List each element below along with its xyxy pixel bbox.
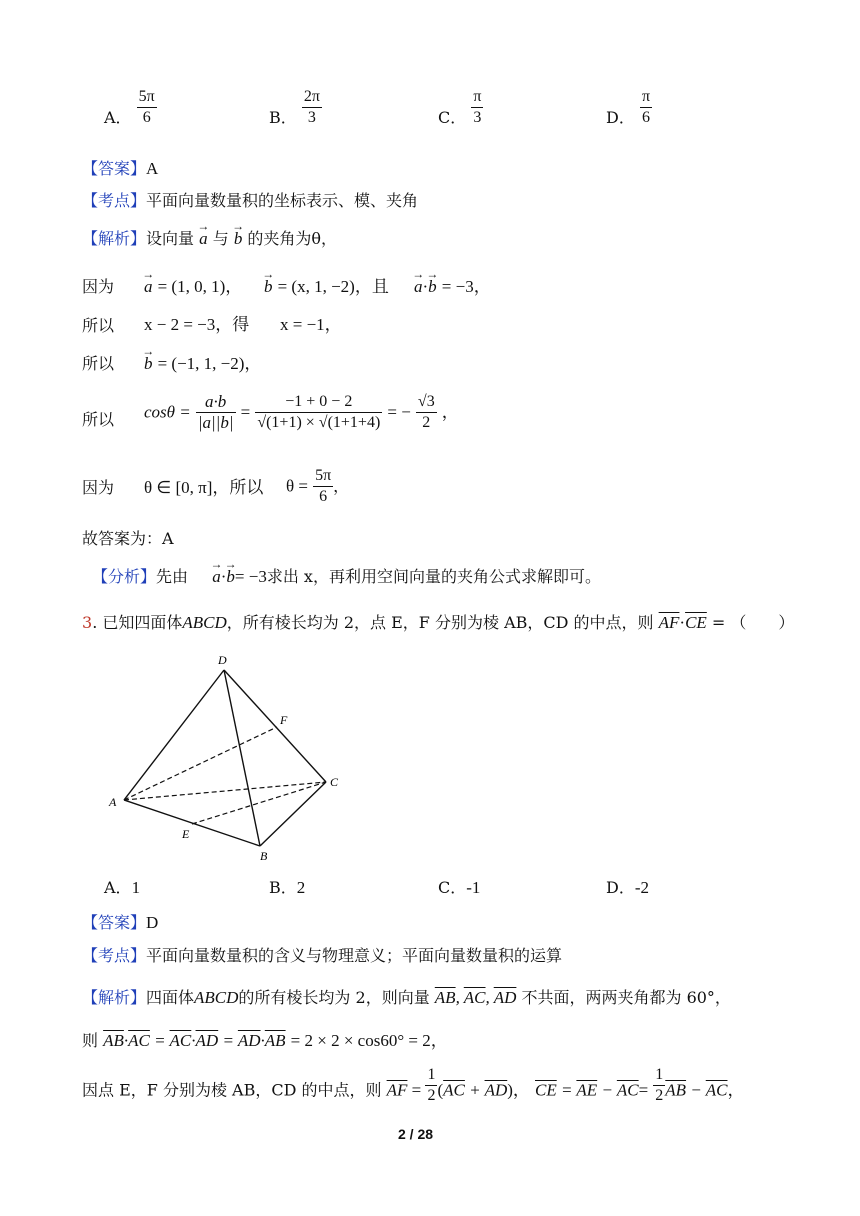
edge-ab xyxy=(124,800,260,846)
denominator: 6 xyxy=(313,486,333,507)
option-label: A． xyxy=(104,878,132,897)
text: 设向量 xyxy=(146,229,195,248)
option-label: B． xyxy=(269,878,297,897)
text: 与 xyxy=(212,229,229,248)
option-value: 2 xyxy=(296,878,306,897)
value: = (1, 0, 1)， xyxy=(157,277,243,296)
option-label: C． xyxy=(438,108,467,127)
range-text: θ ∈ [0, π]，所以 xyxy=(144,478,264,497)
q3-topic-line xyxy=(82,946,562,966)
option-label: A． xyxy=(104,108,132,127)
option-label: D． xyxy=(606,108,635,127)
so-label: 所以 xyxy=(82,354,115,373)
edge-db xyxy=(224,670,260,846)
option-label: B． xyxy=(269,108,297,127)
q3-analysis-line: 【解析】四面体ABCD的所有棱长均为 2，则向量 $\overline{AB}$, $\overline{AC}$, $\overline{AD}$ 不共面，两两夹角都为 60°， xyxy=(82,988,731,1007)
text: . 已知四面体 xyxy=(92,613,183,632)
answer-value: D xyxy=(146,913,159,932)
segment-ce xyxy=(192,782,326,824)
value: = 2 × 2 × cos60° = 2， xyxy=(290,1031,448,1050)
vector-b: → b xyxy=(144,354,153,374)
fraction-ab: $\frac{a\cdot b}{|a||b|}$ xyxy=(197,392,234,432)
page-number: 2 / 28 xyxy=(398,1126,434,1142)
q2-range-line xyxy=(82,478,114,498)
q3-answer-line xyxy=(82,913,158,933)
fraction xyxy=(471,87,483,128)
text: 先由 xyxy=(156,567,189,586)
numerator: 5π xyxy=(138,88,155,105)
numerator: −1 + 0 − 2 xyxy=(285,393,353,410)
text: 的所有棱长均为 2，则向量 xyxy=(238,988,430,1007)
tetrahedron-figure xyxy=(100,650,360,870)
fenxi-tag: 【分析】 xyxy=(92,567,157,586)
edge-dc xyxy=(224,670,326,782)
q3-stem: 3. 已知四面体ABCD，所有棱长均为 2，点 E，F 分别为棱 AB，CD 的中点，则 $\overline{AF}\cdot\overline{CE}$ = （ ） xyxy=(82,613,795,632)
vec-a-def xyxy=(144,277,242,297)
label-b: B xyxy=(260,849,268,863)
vector-a: → a xyxy=(414,277,423,297)
q3-line-3: 因点 E，F 分别为棱 AB，CD 的中点，则 $\overline{AF}$ = $\frac{1}{2}$ $(\overline{AC} + \overline{AD})$， $\overline{CE} = \overline{AE} - \overline{AC}=$ $\frac{1}{2}$ $\overline{AB} - \overline{AC}$， xyxy=(82,1066,745,1104)
text: 因点 E，F 分别为棱 AB，CD 的中点，则 xyxy=(82,1080,382,1100)
vector-b: → b xyxy=(226,567,235,587)
label-a: A xyxy=(109,795,117,809)
dot-def: → a·→ b = −3， xyxy=(414,277,491,297)
q3-option-c xyxy=(438,878,480,898)
fraction xyxy=(313,466,333,507)
numerator: √3 xyxy=(417,393,435,410)
theta-eq: θ = xyxy=(286,476,308,496)
option-value: -2 xyxy=(634,878,650,897)
fraction xyxy=(302,87,322,128)
option-value: -1 xyxy=(466,878,481,897)
text: 不共面，两两夹角都为 60°， xyxy=(521,988,731,1007)
paren: )， xyxy=(507,1080,530,1100)
q3-option-a xyxy=(104,878,140,898)
q2-so-line-1 xyxy=(82,316,114,336)
eq: = xyxy=(638,1080,649,1100)
denominator: 3 xyxy=(302,107,322,128)
label-d: D xyxy=(218,653,227,667)
q2-so-line-3 xyxy=(82,410,114,430)
cos-label: cosθ = xyxy=(144,402,191,422)
so-label: 所以 xyxy=(82,316,115,335)
answer-tag: 【答案】 xyxy=(82,913,147,932)
answer-value: A xyxy=(146,159,159,178)
comma: ， xyxy=(727,1080,745,1100)
text: 则 xyxy=(82,1031,99,1050)
option-label: D． xyxy=(606,878,635,897)
value: = −3 xyxy=(234,567,267,586)
label-c: C xyxy=(330,775,339,789)
so-label: 所以 xyxy=(82,410,115,429)
q2-fenxi-line: 【分析】先由 → a·→ b= −3求出 x，再利用空间向量的夹角公式求解即可。 xyxy=(92,567,601,587)
edge-da xyxy=(124,670,224,800)
q2-given-line xyxy=(82,277,114,297)
numerator: π xyxy=(641,88,651,105)
option-value: 1 xyxy=(131,878,141,897)
q2-so-line-2 xyxy=(82,354,114,374)
label-e: E xyxy=(182,827,190,841)
eq1 xyxy=(144,315,249,335)
equation: x − 2 = −3，得 xyxy=(144,315,250,334)
label-f: F xyxy=(280,713,288,727)
q3-option-b xyxy=(269,878,305,898)
topic-text: 平面向量数量积的坐标表示、模、夹角 xyxy=(146,191,419,210)
value: = (−1, 1, −2)， xyxy=(157,354,262,373)
eq2 xyxy=(280,315,342,335)
vector-ce: $\overline{CE}$ xyxy=(685,613,707,632)
q2-answer-line xyxy=(82,159,158,179)
q3-option-d xyxy=(606,878,649,898)
vector-a: → a xyxy=(144,277,153,297)
paren: ( xyxy=(437,1080,444,1100)
question-number: 3 xyxy=(82,613,93,632)
denominator: 6 xyxy=(640,107,652,128)
denominator: 6 xyxy=(137,107,157,128)
value: = −3， xyxy=(441,277,491,296)
final-answer: 故答案为：A xyxy=(82,529,174,548)
topic-text: 平面向量数量积的含义与物理意义；平面向量数量积的运算 xyxy=(146,946,563,965)
value: = (x, 1, −2)，且 xyxy=(277,277,389,296)
q2-topic-line xyxy=(82,191,418,211)
analysis-tag: 【解析】 xyxy=(82,229,147,248)
vector-af: $\overline{AF}$ xyxy=(658,613,680,632)
q2-option-d xyxy=(606,88,652,128)
numerator: π xyxy=(473,88,482,105)
vector-b: → b xyxy=(428,277,437,297)
because-label: 因为 xyxy=(82,478,115,497)
numerator: 2π xyxy=(303,88,320,105)
text: 四面体 xyxy=(146,988,195,1007)
q2-analysis-line xyxy=(82,229,337,249)
denominator: 2 xyxy=(416,412,437,433)
fraction-cos xyxy=(255,392,382,433)
vector-a: → a xyxy=(212,567,221,587)
fraction xyxy=(137,87,157,128)
vector-a: → a xyxy=(199,229,208,249)
text: 求出 x，再利用空间向量的夹角公式求解即可。 xyxy=(266,567,601,586)
equation: x = −1， xyxy=(280,315,342,334)
answer-tag: 【答案】 xyxy=(82,159,147,178)
fraction-result xyxy=(416,392,437,433)
analysis-tag: 【解析】 xyxy=(82,988,147,1007)
vector-b: → b xyxy=(264,277,273,297)
because-label: 因为 xyxy=(82,277,115,296)
topic-tag: 【考点】 xyxy=(82,946,147,965)
edge-bc xyxy=(260,782,326,846)
q2-final xyxy=(82,529,174,549)
denominator: 3 xyxy=(471,107,483,128)
denominator: √(1+1) × √(1+1+4) xyxy=(257,414,381,431)
cos-formula: cosθ = $\frac{a\cdot b}{|a||b|}$ = $\frac{-1 + 0 - 2}{√(1+1) \times √(1+1+4)}$ = − $\frac{√3}{2}$ ， xyxy=(144,392,459,432)
math-abcd: ABCD xyxy=(194,988,239,1007)
topic-tag: 【考点】 xyxy=(82,191,147,210)
segment-af xyxy=(124,727,277,800)
theta-result: θ = $\frac{5\pi}{6}$ ， xyxy=(286,467,350,505)
vec-b-def xyxy=(264,277,389,297)
text: = （ ） xyxy=(711,613,795,632)
fraction xyxy=(640,87,652,128)
option-label: C． xyxy=(438,878,467,897)
numerator: 5π xyxy=(315,467,332,484)
vector-b: → b xyxy=(234,229,243,249)
q3-line-2: 则 $\overline{AB}\cdot\overline{AC} = \overline{AC}\cdot\overline{AD} = \overline{AD}\cdot\overline{AB} = 2 \times 2 \times \cos 60^\circ = 2$， xyxy=(82,1031,448,1050)
q2-option-c xyxy=(438,88,483,128)
vec-b-value xyxy=(144,354,261,374)
math-abcd: ABCD xyxy=(182,613,227,632)
text: 的夹角为θ， xyxy=(247,229,338,248)
text: ，所有棱长均为 2，点 E，F 分别为棱 AB，CD 的中点，则 xyxy=(226,613,654,632)
theta-range xyxy=(144,478,263,498)
